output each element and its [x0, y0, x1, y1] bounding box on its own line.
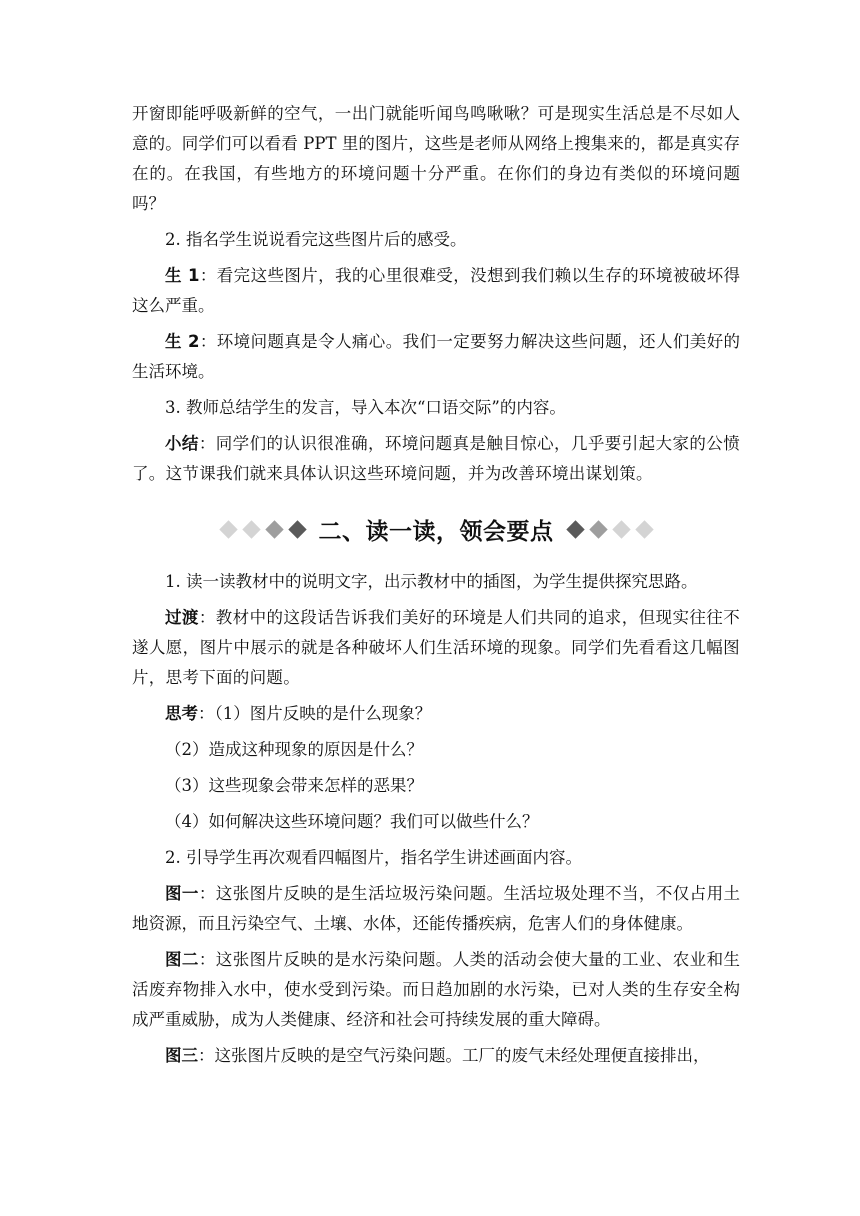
paragraph-think-3 — [132, 771, 740, 801]
paragraph-step-2 — [132, 225, 740, 255]
paragraph-think-4 — [132, 807, 740, 837]
diamond-icon — [612, 520, 630, 538]
transition-label: 过渡 — [165, 608, 199, 627]
paragraph-text: ：环境问题真是令人痛心。我们一定要努力解决这些问题，还人们美好的生活环境。 — [132, 332, 741, 381]
think-label: 思考 — [165, 704, 198, 723]
speaker-label: 生 1 — [165, 266, 200, 285]
paragraph-think-1 — [132, 699, 740, 729]
paragraph-text: 1. 读一读教材中的说明文字，出示教材中的插图，为学生提供探究思路。 — [165, 572, 698, 591]
paragraph-intro-continued — [132, 99, 740, 219]
paragraph-text: ：（1）图片反映的是什么现象？ — [198, 704, 432, 723]
paragraph-text: ：这张图片反映的是生活垃圾污染问题。生活垃圾处理不当，不仅占用土地资源，而且污染空气、土壤、水体，还能传播疾病，危害人们的身体健康。 — [132, 884, 741, 933]
diamond-icon — [219, 520, 237, 538]
paragraph-text: ：同学们的认识很准确，环境问题真是触目惊心，几乎要引起大家的公愤了。这节课我们就来具体认识这些环境问题，并为改善环境出谋划策。 — [132, 434, 740, 483]
right-diamond-ornament — [566, 523, 654, 536]
paragraph-text: （3）这些现象会带来怎样的恶果？ — [165, 776, 423, 795]
paragraph-text: ：这张图片反映的是空气污染问题。工厂的废气未经处理便直接排出， — [198, 1046, 710, 1065]
paragraph-read-step-2 — [132, 843, 740, 873]
paragraph-text: （2）造成这种现象的原因是什么？ — [165, 740, 423, 759]
document-page — [132, 99, 740, 1077]
diamond-icon — [288, 520, 306, 538]
summary-label: 小结 — [165, 434, 199, 453]
left-diamond-ornament — [219, 523, 307, 536]
paragraph-transition — [132, 603, 740, 693]
section-title: 二、读一读，领会要点 — [318, 518, 554, 545]
paragraph-figure-3 — [132, 1041, 740, 1071]
diamond-icon — [589, 520, 607, 538]
diamond-icon — [242, 520, 260, 538]
paragraph-student-1 — [132, 261, 740, 321]
paragraph-text: 开窗即能呼吸新鲜的空气，一出门就能听闻鸟鸣啾啾？可是现实生活总是不尽如人意的。同学们可以看看 PPT 里的图片，这些是老师从网络上搜集来的，都是真实存在的。在我国，有些地方的环境问题十分严重。在你们的身边有类似的环境问题吗？ — [132, 104, 740, 213]
diamond-icon — [566, 520, 584, 538]
paragraph-read-step-1 — [132, 567, 740, 597]
paragraph-text: ：看完这些图片，我的心里很难受，没想到我们赖以生存的环境被破坏得这么严重。 — [132, 266, 741, 315]
paragraph-text: ：这张图片反映的是水污染问题。人类的活动会使大量的工业、农业和生活废弃物排入水中，使水受到污染。而日趋加剧的水污染，已对人类的生存安全构成严重威胁，成为人类健康、经济和社会可持续发展的重大障碍。 — [132, 950, 741, 1029]
paragraph-student-2 — [132, 327, 740, 387]
paragraph-text: ：教材中的这段话告诉我们美好的环境是人们共同的追求，但现实往往不遂人愿，图片中展示的就是各种破坏人们生活环境的现象。同学们先看看这几幅图片，思考下面的问题。 — [132, 608, 740, 687]
speaker-label: 生 2 — [165, 332, 200, 351]
paragraph-text: （4）如何解决这些环境问题？我们可以做些什么？ — [165, 812, 539, 831]
diamond-icon — [635, 520, 653, 538]
paragraph-text: 2. 引导学生再次观看四幅图片，指名学生讲述画面内容。 — [165, 848, 582, 867]
paragraph-figure-1 — [132, 879, 740, 939]
figure-label: 图一 — [165, 884, 199, 903]
figure-label: 图二 — [165, 950, 199, 969]
paragraph-step-3 — [132, 393, 740, 423]
paragraph-figure-2 — [132, 945, 740, 1035]
paragraph-summary — [132, 429, 740, 489]
paragraph-text: 2. 指名学生说说看完这些图片后的感受。 — [165, 230, 467, 249]
figure-label: 图三 — [165, 1046, 198, 1065]
paragraph-text: 3. 教师总结学生的发言，导入本次“口语交际”的内容。 — [165, 398, 566, 417]
paragraph-think-2 — [132, 735, 740, 765]
diamond-icon — [265, 520, 283, 538]
section-heading — [132, 511, 740, 547]
